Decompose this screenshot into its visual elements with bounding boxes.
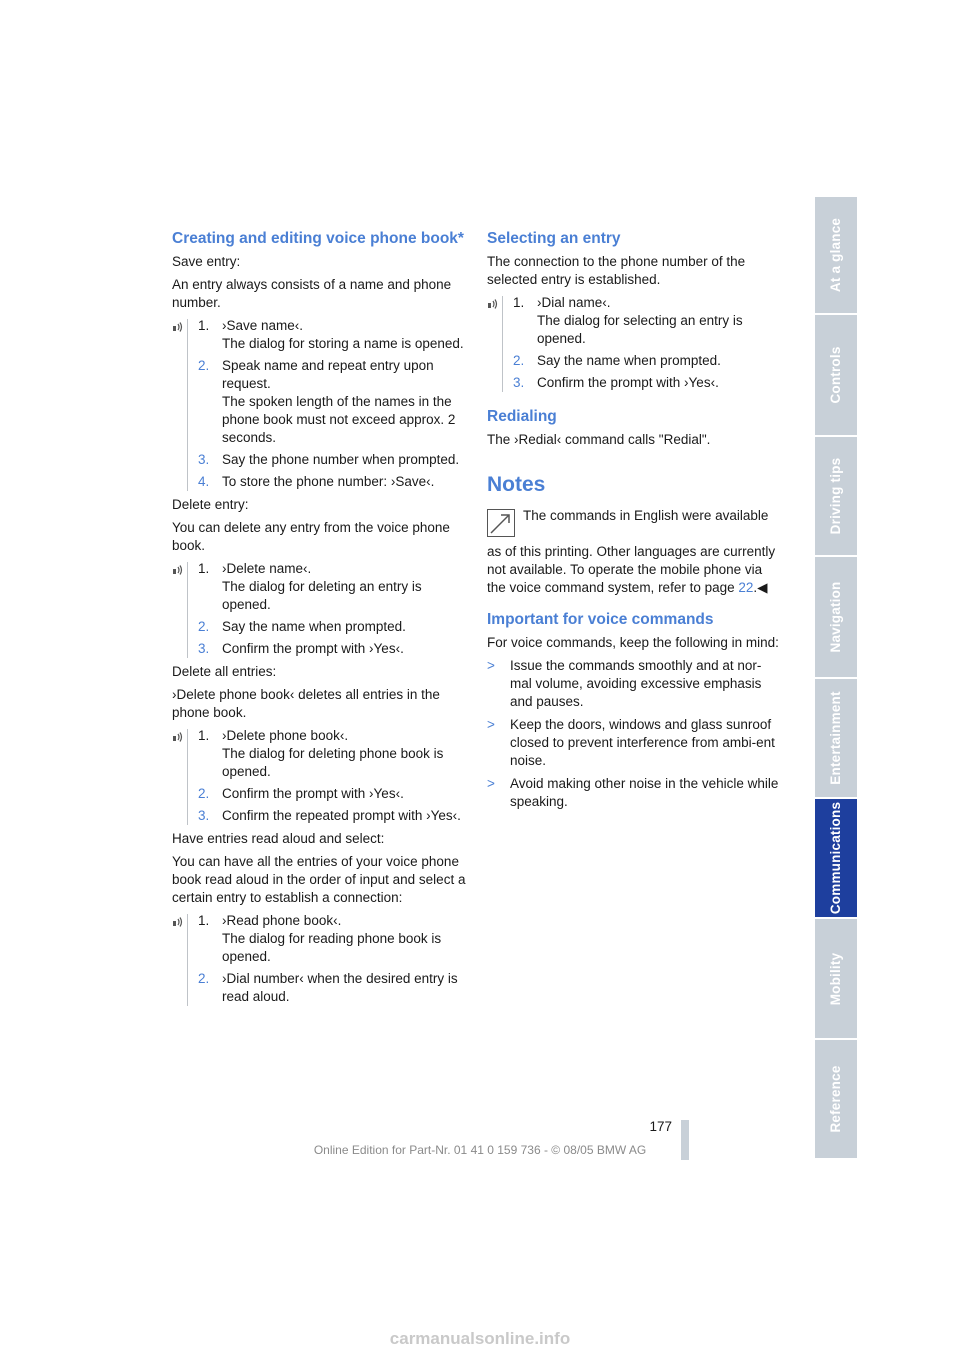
step-text: The dialog for deleting phone book is opened. bbox=[222, 746, 444, 779]
instruction-step bbox=[198, 473, 468, 491]
step-text: ›Dial number‹ when the desired entry is read aloud. bbox=[222, 971, 458, 1004]
step-number: 3. bbox=[198, 452, 210, 467]
bullet-text: Issue the commands smoothly and at nor-mal volume, avoiding excessive emphasis and pauses. bbox=[510, 658, 762, 709]
section-tab-label: At a glance bbox=[828, 217, 843, 293]
bullet-item bbox=[487, 716, 783, 770]
instruction-step bbox=[198, 618, 468, 636]
step-text: ›Delete phone book‹. bbox=[222, 728, 349, 743]
step-text: Say the phone number when prompted. bbox=[222, 452, 460, 467]
voice-command-rule bbox=[187, 729, 188, 825]
voice-command-rule bbox=[502, 296, 503, 392]
microphone-icon bbox=[172, 564, 184, 576]
section-tab-label: Controls bbox=[828, 346, 843, 404]
step-text: The dialog for storing a name is opened. bbox=[222, 336, 464, 351]
instruction-step bbox=[198, 451, 468, 469]
important-bullet-list bbox=[487, 657, 783, 811]
step-number: 1. bbox=[198, 913, 210, 928]
important-intro: For voice commands, keep the following in mind: bbox=[487, 635, 779, 650]
bullet-marker: > bbox=[487, 717, 495, 732]
side-navigation-tabs bbox=[815, 197, 857, 1160]
section-tab-driving-tips[interactable] bbox=[815, 437, 857, 557]
voice-command-block-delete-all bbox=[172, 727, 468, 825]
step-number: 2. bbox=[513, 353, 525, 368]
step-number: 3. bbox=[198, 641, 210, 656]
delete-all-label: Delete all entries: bbox=[172, 664, 277, 679]
step-text: Confirm the repeated prompt with ›Yes‹. bbox=[222, 808, 461, 823]
section-tab-label: Navigation bbox=[828, 581, 843, 653]
read-aloud-intro: You can have all the entries of your voice phone book read aloud in the order of input and select a certain entry to establish a connection: bbox=[172, 854, 466, 905]
voice-command-block-select bbox=[487, 294, 783, 392]
voice-command-rule bbox=[187, 562, 188, 658]
delete-entry-label: Delete entry: bbox=[172, 497, 249, 512]
instruction-step bbox=[198, 317, 468, 353]
bullet-text: Avoid making other noise in the vehicle while speaking. bbox=[510, 776, 779, 809]
step-number: 3. bbox=[198, 808, 210, 823]
section-tab-communications[interactable] bbox=[815, 799, 857, 919]
step-text: To store the phone number: ›Save‹. bbox=[222, 474, 435, 489]
microphone-icon bbox=[172, 731, 184, 743]
instruction-step bbox=[513, 374, 783, 392]
note-arrow-icon bbox=[487, 509, 515, 537]
bullet-marker: > bbox=[487, 658, 495, 673]
microphone-icon bbox=[487, 298, 499, 310]
page-number: 177 bbox=[649, 1119, 672, 1134]
step-number: 1. bbox=[513, 295, 525, 310]
instruction-step bbox=[198, 640, 468, 658]
step-text: Say the name when prompted. bbox=[537, 353, 721, 368]
step-number: 2. bbox=[198, 619, 210, 634]
bullet-marker: > bbox=[487, 776, 495, 791]
step-text: ›Delete name‹. bbox=[222, 561, 312, 576]
step-number: 1. bbox=[198, 318, 210, 333]
save-entry-intro: An entry always consists of a name and phone number. bbox=[172, 277, 452, 310]
voice-command-block-save bbox=[172, 317, 468, 491]
step-number: 4. bbox=[198, 474, 210, 489]
section-tab-navigation[interactable] bbox=[815, 557, 857, 679]
instruction-step bbox=[513, 352, 783, 370]
step-text: Confirm the prompt with ›Yes‹. bbox=[222, 641, 404, 656]
step-text: Say the name when prompted. bbox=[222, 619, 406, 634]
voice-command-rule bbox=[187, 914, 188, 1006]
section-tab-label: Entertainment bbox=[828, 691, 843, 785]
section-heading-notes: Notes bbox=[487, 473, 546, 496]
end-marker: .◀ bbox=[753, 580, 768, 595]
instruction-step bbox=[198, 807, 468, 825]
bullet-text: Keep the doors, windows and glass sunroof closed to prevent interference from ambi-ent noise. bbox=[510, 717, 775, 768]
instruction-step bbox=[513, 294, 783, 348]
section-tab-label: Communications bbox=[828, 801, 843, 915]
section-heading-redialing: Redialing bbox=[487, 408, 557, 425]
section-tab-label: Driving tips bbox=[828, 457, 843, 535]
section-tab-label: Reference bbox=[828, 1065, 843, 1133]
section-tab-reference[interactable] bbox=[815, 1040, 857, 1160]
page-reference-link[interactable]: 22 bbox=[738, 580, 754, 595]
step-number: 3. bbox=[513, 375, 525, 390]
section-heading-important: Important for voice commands bbox=[487, 611, 714, 628]
step-number: 2. bbox=[198, 786, 210, 801]
instruction-step bbox=[198, 785, 468, 803]
selecting-entry-intro: The connection to the phone number of the selected entry is established. bbox=[487, 254, 746, 287]
step-text: The dialog for reading phone book is opened. bbox=[222, 931, 442, 964]
delete-all-intro: ›Delete phone book‹ deletes all entries in the phone book. bbox=[172, 687, 440, 720]
section-heading-selecting-entry: Selecting an entry bbox=[487, 230, 621, 247]
voice-command-block-read bbox=[172, 912, 468, 1006]
step-text: ›Read phone book‹. bbox=[222, 913, 342, 928]
footer-edition-text: Online Edition for Part-Nr. 01 41 0 159 736 - © 08/05 BMW AG bbox=[313, 1143, 647, 1157]
notes-text: as of this printing. Other languages are currently not available. To operate the mobile phone via the voice command system, refer to page bbox=[487, 544, 776, 595]
watermark: carmanualsonline.info bbox=[389, 1329, 571, 1348]
instruction-step bbox=[198, 357, 468, 447]
save-entry-label: Save entry: bbox=[172, 254, 241, 269]
instruction-step bbox=[198, 727, 468, 781]
step-text: The dialog for selecting an entry is opened. bbox=[537, 313, 743, 346]
notes-text-first-line: The commands in English were available bbox=[523, 508, 769, 523]
step-text: The spoken length of the names in the phone book must not exceed approx. 2 seconds. bbox=[222, 394, 456, 445]
step-text: Confirm the prompt with ›Yes‹. bbox=[537, 375, 719, 390]
bullet-item bbox=[487, 657, 783, 711]
section-tab-label: Mobility bbox=[828, 952, 843, 1005]
voice-command-block-delete bbox=[172, 560, 468, 658]
section-heading-voice-phone-book: Creating and editing voice phone book* bbox=[172, 230, 464, 247]
section-tab-entertainment[interactable] bbox=[815, 679, 857, 799]
step-number: 1. bbox=[198, 561, 210, 576]
instruction-step bbox=[198, 912, 468, 966]
redialing-text: The ›Redial‹ command calls "Redial". bbox=[487, 432, 711, 447]
delete-entry-intro: You can delete any entry from the voice phone book. bbox=[172, 520, 450, 553]
step-number: 2. bbox=[198, 358, 210, 373]
left-column bbox=[172, 230, 468, 1011]
step-number: 2. bbox=[198, 971, 210, 986]
section-tab-controls[interactable] bbox=[815, 315, 857, 437]
step-number: 1. bbox=[198, 728, 210, 743]
step-text: ›Dial name‹. bbox=[537, 295, 611, 310]
microphone-icon bbox=[172, 321, 184, 333]
notes-callout bbox=[487, 507, 783, 597]
step-text: The dialog for deleting an entry is opened. bbox=[222, 579, 422, 612]
microphone-icon bbox=[172, 916, 184, 928]
step-text: Confirm the prompt with ›Yes‹. bbox=[222, 786, 404, 801]
section-tab-mobility[interactable] bbox=[815, 919, 857, 1040]
read-aloud-label: Have entries read aloud and select: bbox=[172, 831, 385, 846]
instruction-step bbox=[198, 970, 468, 1006]
bullet-item bbox=[487, 775, 783, 811]
step-text: ›Save name‹. bbox=[222, 318, 304, 333]
voice-command-rule bbox=[187, 319, 188, 491]
instruction-step bbox=[198, 560, 468, 614]
step-text: Speak name and repeat entry upon request. bbox=[222, 358, 434, 391]
section-tab-at-a-glance[interactable] bbox=[815, 197, 857, 315]
right-column bbox=[487, 230, 783, 816]
